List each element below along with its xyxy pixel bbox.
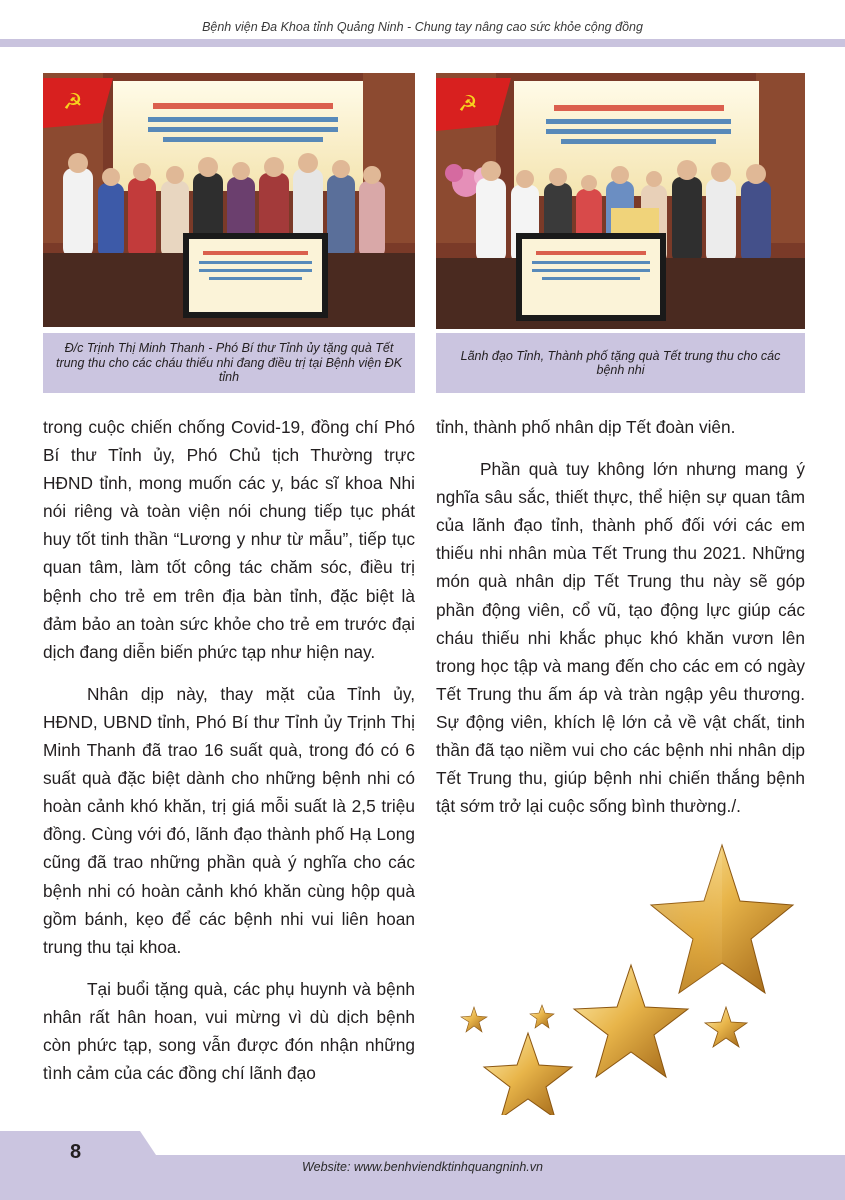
star-icon [530, 1005, 554, 1028]
article-column-left [43, 413, 415, 1087]
star-icon [484, 1033, 572, 1115]
photo-left-caption [43, 333, 415, 393]
photo-left [43, 73, 415, 327]
header-title: Bệnh viện Đa Khoa tỉnh Quảng Ninh - Chung tay nâng cao sức khỏe cộng đồng [202, 20, 643, 34]
article-column-right [436, 413, 805, 820]
star-icon [574, 965, 688, 1077]
page-number: 8 [70, 1141, 82, 1163]
svg-text:☭: ☭ [458, 92, 478, 117]
article-paragraph: tỉnh, thành phố nhân dịp Tết đoàn viên. [436, 417, 736, 437]
article-paragraph: trong cuộc chiến chống Covid-19, đồng chí Phó Bí thư Tỉnh ủy, Phó Chủ tịch Thường trực HĐND tỉnh, mong muốn các y, bác sĩ khoa Nhi nói riêng và toàn viện nói chung tiếp tục phát huy tốt tinh thần “Lương y như từ mẫu”, tiếp tục quan tâm, làm tốt công tác chăm sóc, điều trị bệnh cho trẻ em trên địa bàn tỉnh, đặc biệt là đảm bảo an toàn sức khỏe cho trẻ em trước đại dịch đang diễn biến phức tạp như hiện nay. [43, 417, 415, 662]
footer-website: Website: www.benhviendktinhquangninh.vn [302, 1160, 543, 1174]
article-paragraph: Tại buổi tặng quà, các phụ huynh và bệnh nhân rất hân hoan, vui mừng vì dù dịch bệnh còn phức tạp, song vẫn được đón nhận những tình cảm của các đồng chí lãnh đạo [43, 978, 415, 1084]
decorative-stars [455, 835, 795, 1115]
svg-text:☭: ☭ [63, 90, 83, 115]
article-paragraph: Phần quà tuy không lớn nhưng mang ý nghĩa sâu sắc, thiết thực, thể hiện sự quan tâm của lãnh đạo tỉnh, thành phố đối với các em thiếu nhi nhân mùa Tết Trung thu 2021. Những món quà nhân dịp Tết Trung thu này sẽ góp phần động viên, cổ vũ, tạo động lực giúp các cháu thiếu nhi khắc phục khó khăn vươn lên trong học tập và mang đến cho các em có ngày Tết Trung thu ấm áp và tràn ngập yêu thương. Sự động viên, khích lệ lớn cả về vật chất, tinh thần đã tạo niềm vui cho các bệnh nhi nhân dịp Tết Trung thu, giúp bệnh nhi chiến thắng bệnh tật sớm trở lại cuộc sống bình thường./. [436, 459, 805, 817]
photo-right [436, 73, 805, 329]
page-header [0, 0, 845, 48]
article-paragraph: Nhân dịp này, thay mặt của Tỉnh ủy, HĐND, UBND tỉnh, Phó Bí thư Tỉnh ủy Trịnh Thị Minh Thanh đã trao 16 suất quà, trong đó có 6 suất quà đặc biệt dành cho những bệnh nhi có hoàn cảnh khó khăn, trị giá mỗi suất là 2,5 triệu đồng. Cùng với đó, lãnh đạo thành phố Hạ Long cũng đã trao những phần quà ý nghĩa cho các bệnh nhi có hoàn cảnh khó khăn cùng hộp quà gồm bánh, kẹo để các bệnh nhi vui liên hoan trung thu tại khoa. [43, 683, 415, 957]
header-bar [0, 39, 845, 47]
photo-right-caption-text: Lãnh đạo Tỉnh, Thành phố tặng quà Tết trung thu cho các bệnh nhi [460, 348, 781, 377]
photo-right-caption [436, 333, 805, 393]
photo-left-caption-text: Đ/c Trịnh Thị Minh Thanh - Phó Bí thư Tỉnh ủy tặng quà Tết trung thu cho các cháu thiếu nhi đang điều trị tại Bệnh viện ĐK tỉnh [55, 341, 403, 385]
star-icon [461, 1007, 487, 1032]
star-icon [705, 1007, 747, 1047]
